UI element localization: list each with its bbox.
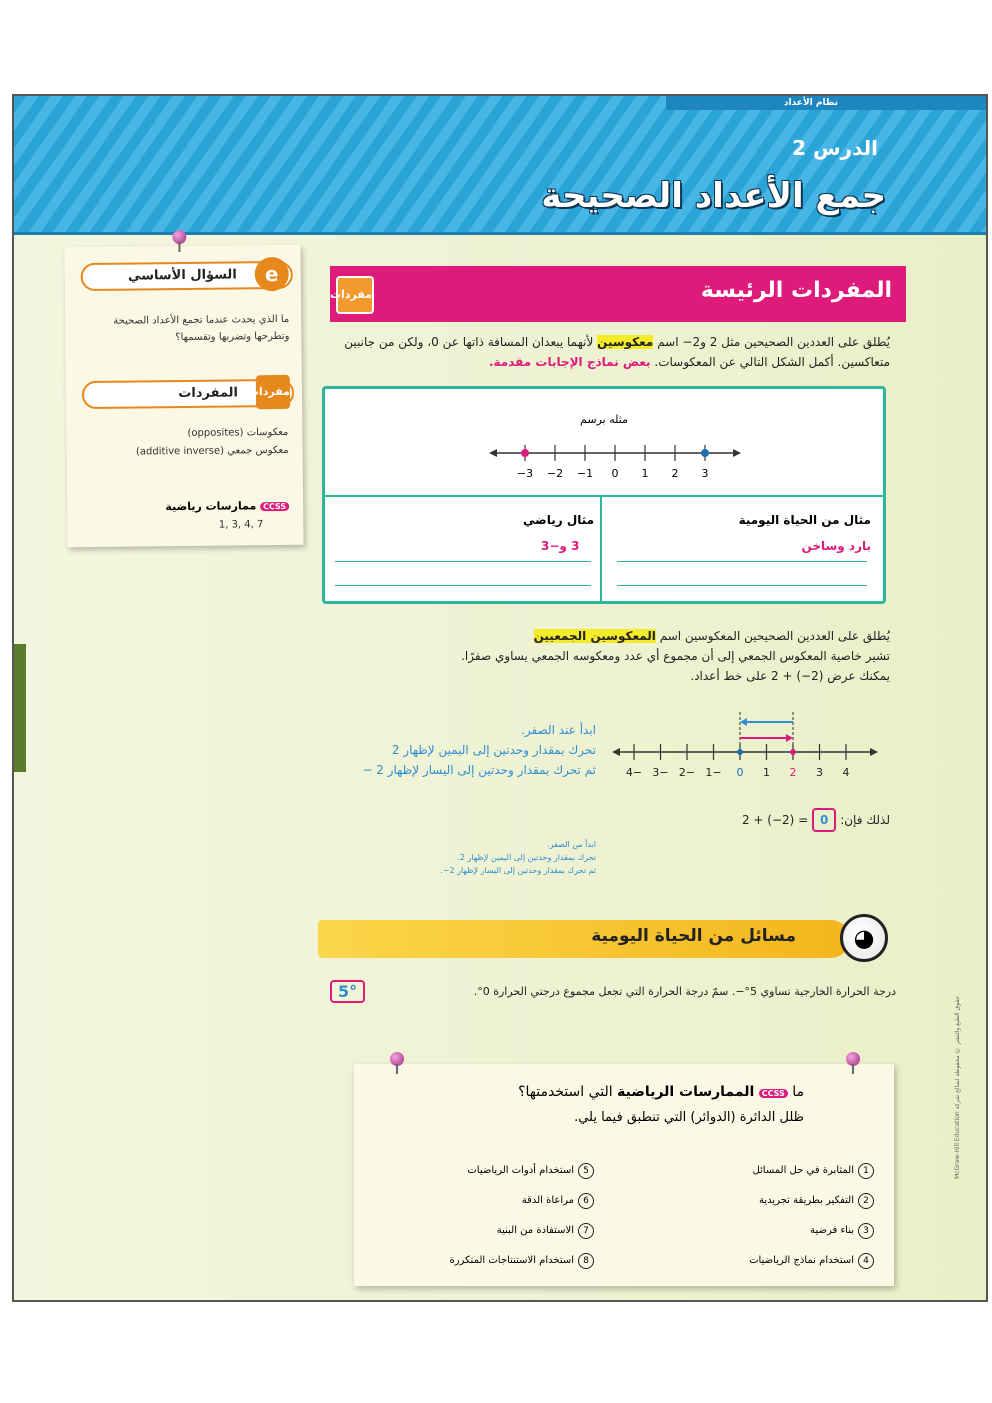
practices-list-right	[634, 1156, 874, 1276]
practices-numbers: 1, 3, 4, 7	[218, 519, 264, 531]
key-vocab-title: المفردات الرئيسة	[700, 278, 892, 303]
step-text: ابدأ عند الصفر.	[521, 723, 596, 737]
vocab-item: معكوس جمعي (additive inverse)	[135, 444, 289, 458]
tick-label: −1	[705, 766, 722, 779]
answer-box: 5°	[330, 980, 365, 1003]
practice-circle[interactable]: 6	[578, 1193, 594, 1209]
step-small-text: ابدأ من الصفر.	[547, 840, 596, 849]
ccss-badge: CCSS	[759, 1089, 788, 1098]
point-zero	[737, 749, 743, 755]
additive-inverse-text	[320, 626, 890, 686]
practice-circle[interactable]: 1	[858, 1163, 874, 1179]
key-vocab-bar	[330, 266, 906, 322]
vocab-title: المفردات	[178, 385, 239, 402]
arrowhead	[740, 718, 747, 726]
tick-label: 1	[641, 467, 649, 480]
practices-heading	[165, 499, 289, 513]
real-example-answer: بارد وساخن	[801, 539, 871, 553]
pin-icon	[390, 1052, 404, 1066]
practice-item[interactable]	[634, 1156, 874, 1186]
intro-text: لأنهما يبعدان المسافة ذاتها عن 0، ولكن من جانبين متعاكسين. أكمل الشكل التالي عن المعكوسات.	[344, 335, 890, 369]
answer-line	[617, 561, 867, 562]
steps-block	[336, 720, 596, 780]
conclusion-answer-box: 0	[812, 808, 836, 832]
practice-label: التفكير بطريقة تجريدية	[759, 1195, 854, 1206]
practices-list-left	[374, 1156, 594, 1276]
practice-circle[interactable]: 4	[858, 1253, 874, 1269]
question-bold: الممارسات الرياضية	[617, 1084, 755, 1100]
inverse-text: يُطلق على العددين الصحيحين المعكوسين اسم	[659, 629, 890, 643]
conclusion-label: لذلك فإن:	[840, 813, 890, 827]
lesson-number: الدرس 2	[792, 136, 878, 160]
tick-label: −2	[546, 467, 564, 480]
conclusion	[680, 808, 890, 832]
tick-label: −3	[652, 766, 669, 779]
inverse-property-text: تشير خاصية المعكوس الجمعي إلى أن مجموع أي عدد ومعكوسه الجمعي يساوي صفرًا.	[461, 649, 890, 663]
practice-label: الاستفادة من البنية	[496, 1225, 574, 1236]
pin-icon	[846, 1052, 860, 1066]
copyright: حقوق الطبع والنشر © محفوظة لصالح شركة McGraw-Hill Education	[954, 996, 961, 1179]
real-world-title: مسائل من الحياة اليومية	[591, 926, 796, 946]
tick-label: 4	[842, 766, 850, 779]
side-tab	[14, 644, 26, 772]
practice-item[interactable]	[374, 1246, 594, 1276]
real-example-title: مثال من الحياة اليومية	[738, 513, 871, 527]
practice-label: استخدام نماذج الرياضيات	[749, 1255, 854, 1266]
practice-circle[interactable]: 7	[578, 1223, 594, 1239]
opposites-intro	[330, 332, 890, 372]
practice-item[interactable]	[634, 1216, 874, 1246]
math-example-answer: 3 و−3	[541, 539, 580, 553]
practice-label: استخدام الاستنتاجات المتكررة	[449, 1255, 574, 1266]
practice-circle[interactable]: 8	[578, 1253, 594, 1269]
conclusion-expression: 2 + (−2) =	[741, 813, 809, 827]
tick-label: 0	[611, 467, 619, 480]
organizer-divider	[600, 495, 602, 601]
practice-item[interactable]	[374, 1216, 594, 1246]
lesson-banner	[14, 96, 986, 235]
practice-circle[interactable]: 2	[858, 1193, 874, 1209]
tick-label: −3	[516, 467, 534, 480]
lesson-title: جمع الأعداد الصحيحة	[541, 176, 886, 216]
pin-icon	[172, 230, 186, 244]
graph-title: مثله برسم	[580, 413, 628, 426]
graph-section	[325, 389, 883, 497]
steps-small-block	[336, 838, 596, 877]
step-text: تحرك بمقدار وحدتين إلى اليمين لإظهار 2	[391, 743, 596, 757]
practice-circle[interactable]: 3	[858, 1223, 874, 1239]
tick-label: 0	[736, 766, 744, 779]
vocab-icon: مفردات	[336, 276, 374, 314]
tick-label: 3	[816, 766, 823, 779]
practices-instruction: ظلل الدائرة (الدوائر) التي تنطبق فيما يلي.	[574, 1110, 804, 1125]
arrowhead	[786, 734, 793, 742]
essential-question-title: السؤال الأساسي	[127, 267, 237, 284]
question-text: التي استخدمتها؟	[518, 1084, 613, 1100]
worksheet-page	[12, 94, 988, 1302]
answer-line	[335, 561, 591, 562]
practice-label: بناء فرضية	[810, 1225, 854, 1236]
intro-text: يُطلق على العددين الصحيحين مثل 2 و2− اسم	[657, 335, 890, 349]
answer-line	[617, 585, 867, 586]
tick-label: 3	[701, 467, 709, 480]
real-world-answer	[330, 980, 365, 1003]
vocab-icon: مفردات	[256, 375, 290, 409]
tick-label: −1	[576, 467, 594, 480]
tick-label: 2	[789, 766, 797, 779]
inverse-example-text: يمكنك عرض (2−) + 2 على خط أعداد.	[690, 669, 890, 683]
step-text: ثم تحرك بمقدار وحدتين إلى اليسار لإظهار 2 −	[362, 763, 596, 777]
practice-circle[interactable]: 5	[578, 1163, 594, 1179]
math-example-title: مثال رياضي	[523, 513, 595, 527]
sidebar-note	[64, 245, 303, 547]
tick-label: 2	[671, 467, 679, 480]
step-small-text: تحرك بمقدار وحدتين إلى اليمين لإظهار 2.	[457, 853, 596, 862]
practice-item[interactable]	[634, 1186, 874, 1216]
practices-note	[354, 1064, 894, 1286]
real-world-problem: درجة الحرارة الخارجية تساوي 5°−. سمّ درجة الحرارة التي تجعل مجموع درجتي الحرارة 0°.	[473, 985, 896, 998]
ccss-badge: CCSS	[260, 502, 289, 511]
section-label: نظام الأعداد	[783, 98, 838, 108]
opposites-organizer	[322, 386, 886, 604]
practice-label: استخدام أدوات الرياضيات	[467, 1165, 574, 1176]
practice-item[interactable]	[374, 1156, 594, 1186]
practice-item[interactable]	[634, 1246, 874, 1276]
tick-label: 1	[763, 766, 770, 779]
essential-question-pill	[81, 261, 293, 291]
real-world-bar	[318, 920, 850, 958]
opposites-number-line	[485, 433, 745, 493]
practice-item[interactable]	[374, 1186, 594, 1216]
step-small-text: ثم تحرك بمقدار وحدتين إلى اليسار لإظهار 2−.	[440, 866, 596, 875]
point-neg3	[521, 449, 529, 457]
tick-label: −4	[625, 766, 643, 779]
inverse-number-line	[610, 708, 880, 788]
tick-label: −2	[678, 766, 696, 779]
answer-line	[335, 585, 591, 586]
question-text: ما	[792, 1084, 804, 1100]
vocab-pill	[82, 379, 294, 409]
globe-icon: ◕	[840, 914, 888, 962]
practice-label: مراعاة الدقة	[521, 1195, 574, 1206]
point-pos3	[701, 449, 709, 457]
term-highlight: معكوسين	[597, 335, 654, 349]
practices-title: ممارسات رياضية	[165, 499, 257, 514]
essential-question-text: ما الذي يحدث عندما تجمع الأعداد الصحيحة وتطرحها وتضربها وتقسمها؟	[113, 313, 290, 344]
term-highlight: المعكوسين الجمعيين	[533, 629, 656, 643]
question-icon: e	[255, 257, 289, 291]
practice-label: المثابرة في حل المسائل	[752, 1165, 854, 1176]
sample-answers-note: بعض نماذج الإجابات مقدمة.	[488, 355, 651, 369]
vocab-item: معكوسات (opposites)	[187, 426, 289, 439]
point-two	[790, 749, 796, 755]
practices-question	[518, 1084, 804, 1100]
